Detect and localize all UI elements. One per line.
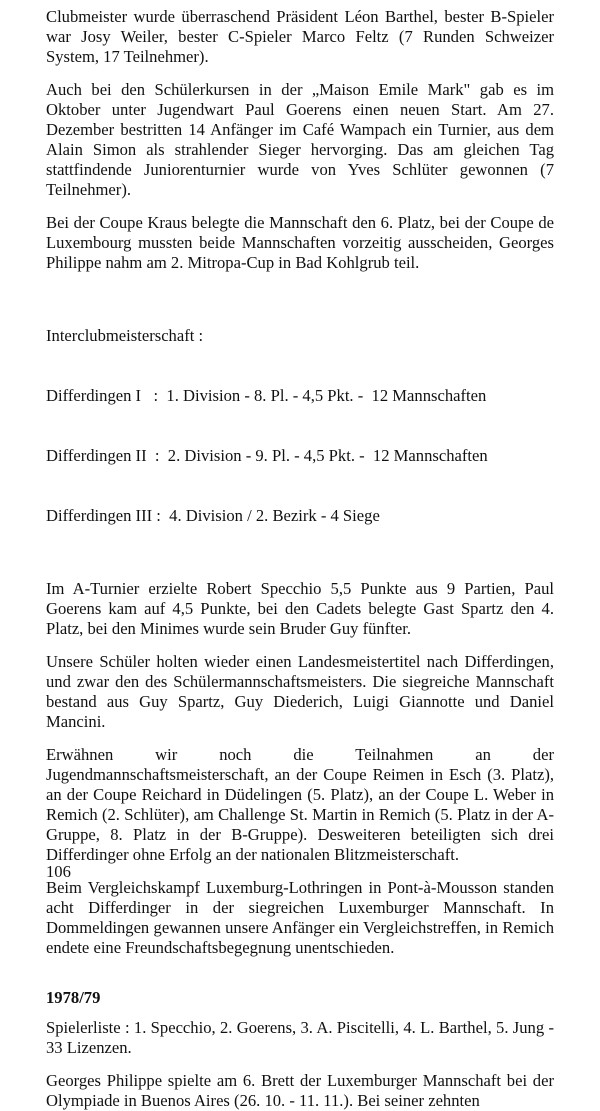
interclub-results — [46, 286, 554, 566]
paragraph-school-courses: Auch bei den Schülerkursen in der „Maison Emile Mark" gab es im Oktober unter Jugendwart Paul Goerens einen neuen Start. Am 27. Dezember bestritten 14 Anfänger im Café Wampach ein Turnier, aus dem Alain Simon als strahlender Sieger hervorging. Das am gleichen Tag stattfindende Juniorenturnier wurde von Yves Schlüter gewonnen (7 Teilnehmer). — [46, 80, 554, 199]
section-heading: 1978/79 — [46, 988, 101, 1007]
paragraph-player-list: Spielerliste : 1. Specchio, 2. Goerens, 3. A. Piscitelli, 4. L. Barthel, 5. Jung - 33 Lizenzen. — [46, 1018, 554, 1057]
paragraph-participations: Erwähnen wir noch die Teilnahmen an der Jugendmannschaftsmeisterschaft, an der Coupe Reimen in Esch (3. Platz), an der Coupe Reichard in Düdelingen (5. Platz), an der Coupe L. Weber in Remich (2. Schlüter), am Challenge St. Martin in Remich (5. Platz in der A-Gruppe, 8. Platz in der B-Gruppe). Desweiteren beteiligten sich drei Differdinger ohne Erfolg an der nationalen Blitzmeisterschaft. — [46, 745, 554, 864]
paragraph-a-tournament: Im A-Turnier erzielte Robert Specchio 5,5 Punkte aus 9 Partien, Paul Goerens kam auf 4,5 Punkte, bei den Cadets belegte Gast Spartz den 4. Platz, bei den Minimes wurde sein Bruder Guy fünfter. — [46, 579, 554, 638]
paragraph-coupe-kraus: Bei der Coupe Kraus belegte die Mannschaft den 6. Platz, bei der Coupe de Luxembourg mussten beide Mannschaften vorzeitig ausscheiden, Georges Philippe nahm am 2. Mitropa-Cup in Bad Kohlgrub teil. — [46, 213, 554, 272]
interclub-row: Differdingen I : 1. Division - 8. Pl. - 4,5 Pkt. - 12 Mannschaften — [46, 386, 487, 405]
paragraph-club-champion: Clubmeister wurde überraschend Präsident Léon Barthel, bester B-Spieler war Josy Weiler, bester C-Spieler Marco Feltz (7 Runden Schweizer System, 17 Teilnehmer). — [46, 7, 554, 66]
page-number: 106 — [46, 862, 71, 881]
document-page — [46, 7, 554, 1111]
interclub-row: Differdingen II : 2. Division - 9. Pl. - 4,5 Pkt. - 12 Mannschaften — [46, 446, 488, 465]
interclub-title: Interclubmeisterschaft : — [46, 326, 204, 345]
paragraph-comparison-match: Beim Vergleichskampf Luxemburg-Lothringen in Pont-à-Mousson standen acht Differdinger in der siegreichen Luxemburger Mannschaft. In Dommeldingen gewannen unsere Anfänger ein Vergleichstreffen, in Remich endete eine Freundschaftsbegegnung unentschieden. — [46, 878, 554, 957]
paragraph-olympiad: Georges Philippe spielte am 6. Brett der Luxemburger Mannschaft bei der Olympiade in Buenos Aires (26. 10. - 11. 11.). Bei seiner zehnten — [46, 1071, 554, 1110]
paragraph-school-title: Unsere Schüler holten wieder einen Landesmeistertitel nach Differdingen, und zwar den des Schülermannschaftsmeisters. Die siegreiche Mannschaft bestand aus Guy Spartz, Guy Diederich, Luigi Giannotte und Daniel Mancini. — [46, 652, 554, 731]
interclub-row: Differdingen III : 4. Division / 2. Bezirk - 4 Siege — [46, 506, 380, 525]
